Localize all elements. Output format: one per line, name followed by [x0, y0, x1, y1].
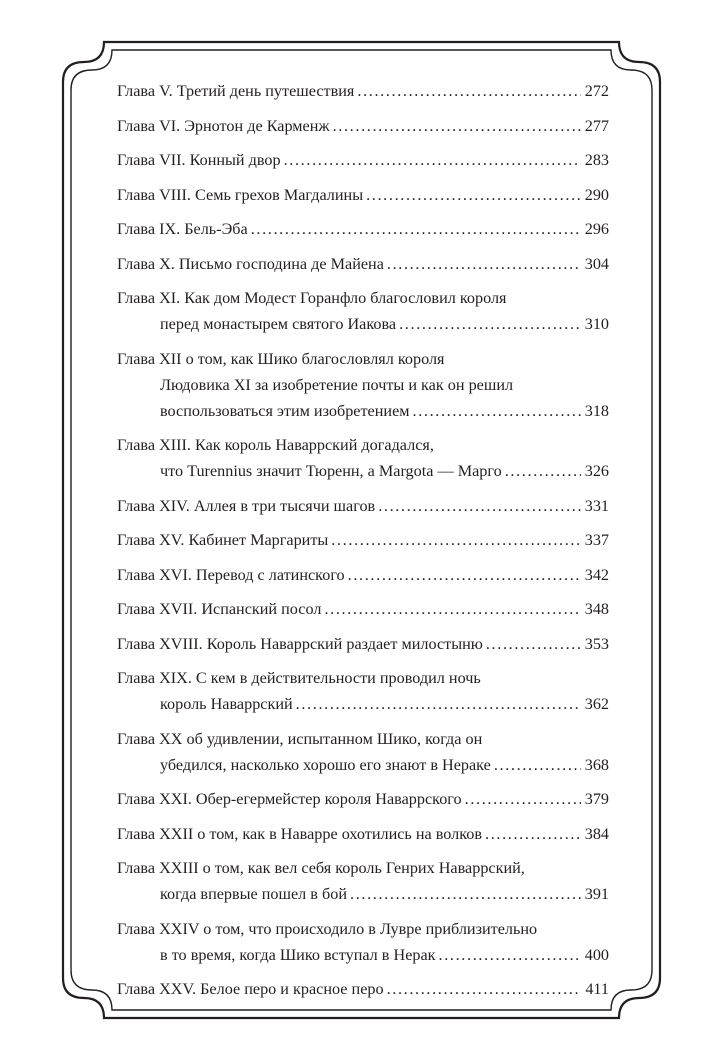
toc-entry-title: Глава XI. Как дом Модест Горанфло благословил короля	[117, 289, 507, 307]
toc-entry-line	[117, 372, 609, 398]
toc-entry-line	[117, 916, 609, 942]
toc-leader-dots	[439, 942, 581, 968]
toc-page-number: 277	[584, 116, 609, 135]
toc-entry-line	[117, 346, 609, 372]
toc-entry-line	[117, 113, 609, 139]
toc-leader-dots	[331, 527, 580, 553]
toc-entry[interactable]	[117, 596, 609, 622]
toc-entry-title: Глава VIII. Семь грехов Магдалины	[117, 185, 364, 204]
toc-entry-line	[117, 562, 609, 588]
toc-entry-line	[117, 458, 609, 484]
toc-entry-line	[117, 976, 609, 1002]
toc-leader-dots	[413, 398, 581, 424]
toc-entry-line	[117, 752, 609, 778]
toc-entry[interactable]	[117, 562, 609, 588]
toc-entry[interactable]	[117, 726, 609, 778]
toc-entry-title: Глава XVII. Испанский посол	[117, 600, 322, 618]
toc-entry-line	[117, 311, 609, 337]
toc-entry[interactable]	[117, 631, 609, 657]
toc-leader-dots	[251, 216, 581, 242]
toc-leader-dots	[486, 631, 581, 657]
toc-entry[interactable]	[117, 216, 609, 242]
toc-entry[interactable]	[117, 113, 609, 139]
toc-entry-line	[117, 596, 609, 622]
toc-entry-title: когда впервые пошел в бой	[160, 885, 347, 903]
toc-page-number: 283	[584, 151, 609, 169]
toc-entry[interactable]	[117, 855, 609, 907]
toc-entry[interactable]	[117, 527, 609, 553]
toc-leader-dots	[333, 113, 581, 139]
toc-entry[interactable]	[117, 976, 609, 1002]
toc-entry-line	[117, 147, 609, 173]
toc-leader-dots	[485, 821, 581, 847]
toc-entry[interactable]	[117, 665, 609, 717]
toc-leader-dots	[350, 881, 581, 907]
toc-entry-line	[117, 881, 609, 907]
toc-entry-title: Глава XXV. Белое перо и красное перо	[117, 980, 384, 998]
toc-entry-line	[117, 691, 609, 717]
toc-entry-line	[117, 493, 609, 519]
toc-entry[interactable]	[117, 786, 609, 812]
toc-entry-title: Глава XIX. С кем в действительности проводил ночь	[117, 669, 481, 687]
toc-page-number: 272	[584, 82, 609, 100]
toc-entry[interactable]	[117, 916, 609, 968]
toc-page-number: 362	[584, 695, 609, 713]
toc-page-number: 318	[584, 401, 609, 420]
toc-entry-line	[117, 78, 609, 104]
toc-page-number: 337	[584, 531, 609, 549]
toc-page-number: 326	[584, 462, 609, 480]
toc-page-number: 348	[584, 600, 609, 618]
toc-page-number: 290	[584, 185, 609, 204]
toc-leader-dots	[494, 752, 581, 778]
toc-page-number: 342	[584, 565, 609, 584]
toc-entry-title: Глава XXI. Обер-егермейстер короля Наваррского	[117, 790, 462, 808]
toc-leader-dots	[284, 147, 581, 173]
toc-page-number: 379	[584, 790, 609, 808]
toc-entry-title: Глава XIII. Как король Наваррский догадался,	[117, 436, 434, 454]
toc-entry[interactable]	[117, 821, 609, 847]
toc-entry-title: Глава XVI. Перевод с латинского	[117, 565, 345, 584]
toc-leader-dots	[465, 786, 581, 812]
toc-page-number: 400	[584, 945, 609, 964]
toc-page-number: 391	[584, 885, 609, 903]
toc-entry-title: Людовика XI за изобретение почты и как он решил	[160, 375, 514, 394]
toc-page-number: 384	[584, 824, 609, 843]
toc-entry-title: Глава XXIII о том, как вел себя король Генрих Наваррский,	[117, 859, 525, 877]
toc-entry-title: Глава XX об удивлении, испытанном Шико, когда он	[117, 729, 483, 748]
toc-entry-title: Глава XVIII. Король Наваррский раздает милостыню	[117, 634, 483, 653]
toc-leader-dots	[357, 78, 580, 104]
toc-entry-line	[117, 726, 609, 752]
toc-page-number: 368	[584, 755, 609, 774]
toc-entry-line	[117, 251, 609, 277]
toc-entry-title: убедился, насколько хорошо его знают в Нераке	[160, 755, 491, 774]
toc-entry-title: перед монастырем святого Иакова	[160, 315, 397, 333]
toc-entry[interactable]	[117, 182, 609, 208]
toc-page-number: 353	[584, 634, 609, 653]
toc-leader-dots	[505, 458, 581, 484]
toc-entry-title: Глава XXII о том, как в Наварре охотились на волков	[117, 824, 483, 843]
toc-entry-line	[117, 182, 609, 208]
toc-entry-line	[117, 631, 609, 657]
toc-entry-line	[117, 786, 609, 812]
toc-entry-line	[117, 821, 609, 847]
toc-page-number: 296	[584, 220, 609, 238]
table-of-contents	[117, 78, 609, 1011]
toc-entry[interactable]	[117, 147, 609, 173]
toc-leader-dots	[387, 976, 582, 1002]
toc-entry-title: воспользоваться этим изобретением	[160, 401, 410, 420]
toc-leader-dots	[387, 251, 581, 277]
toc-page-number: 411	[585, 980, 609, 998]
toc-entry-line	[117, 855, 609, 881]
toc-entry-line	[117, 665, 609, 691]
toc-leader-dots	[366, 182, 581, 208]
toc-entry[interactable]	[117, 493, 609, 519]
toc-leader-dots	[324, 596, 580, 622]
toc-entry[interactable]	[117, 285, 609, 337]
toc-entry-title: Глава XV. Кабинет Маргариты	[117, 531, 329, 549]
toc-entry-title: Глава VI. Эрнотон де Карменж	[117, 116, 330, 135]
toc-entry-title: Глава XXIV о том, что происходило в Лувре приблизительно	[117, 919, 538, 938]
toc-entry-title: Глава XII о том, как Шико благословлял короля	[117, 349, 445, 368]
toc-entry-line	[117, 432, 609, 458]
toc-page-number: 331	[584, 496, 609, 515]
toc-leader-dots	[296, 691, 581, 717]
toc-entry-line	[117, 942, 609, 968]
toc-leader-dots	[348, 562, 581, 588]
toc-entry-title: в то время, когда Шико вступал в Нерак	[160, 945, 436, 964]
toc-entry-title: Глава IX. Бель-Эба	[117, 220, 248, 238]
toc-entry[interactable]	[117, 251, 609, 277]
toc-entry-line	[117, 398, 609, 424]
toc-leader-dots	[399, 311, 581, 337]
toc-entry-line	[117, 285, 609, 311]
toc-entry-title: Глава X. Письмо господина де Майена	[117, 254, 384, 273]
toc-entry-title: Глава VII. Конный двор	[117, 151, 281, 169]
toc-entry-line	[117, 216, 609, 242]
toc-entry[interactable]	[117, 346, 609, 424]
toc-leader-dots	[378, 493, 581, 519]
toc-page-number: 304	[584, 254, 609, 273]
toc-entry-title: Глава V. Третий день путешествия	[117, 82, 355, 100]
toc-page-number: 310	[584, 315, 609, 333]
toc-entry[interactable]	[117, 432, 609, 484]
toc-entry-title: что Turennius значит Тюренн, а Margota — Марго	[160, 462, 502, 480]
toc-entry-title: Глава XIV. Аллея в три тысячи шагов	[117, 496, 376, 515]
toc-entry-title: король Наваррский	[160, 695, 293, 713]
toc-entry[interactable]	[117, 78, 609, 104]
toc-entry-line	[117, 527, 609, 553]
